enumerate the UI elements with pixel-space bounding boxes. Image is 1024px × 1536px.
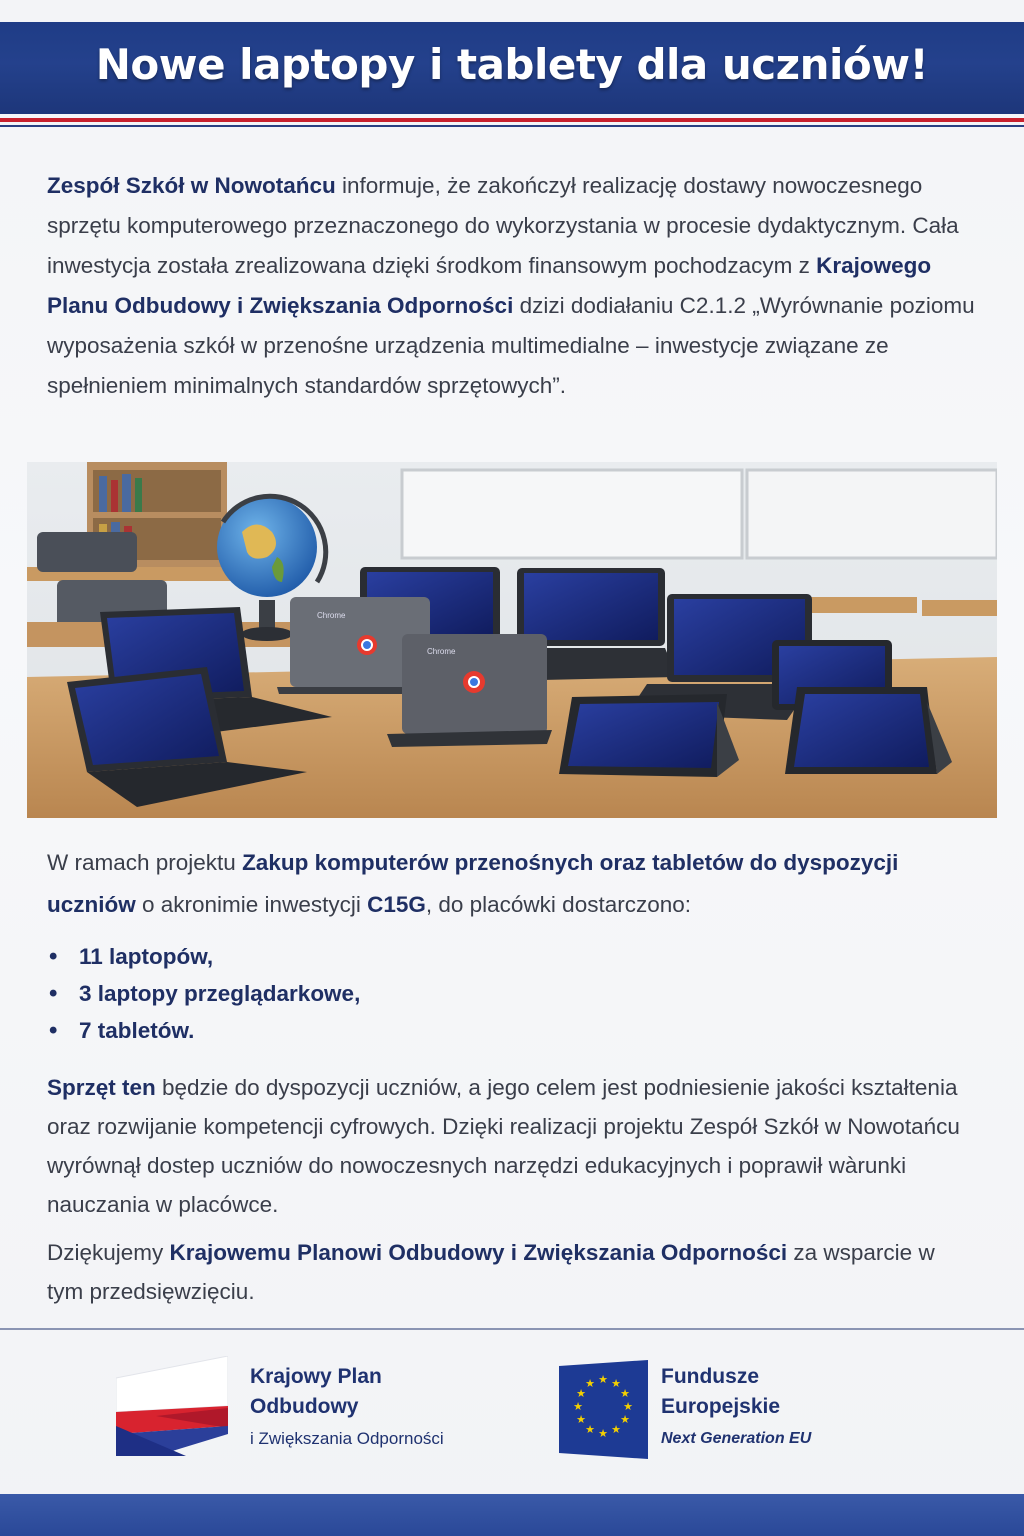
fe-line-1: Fundusze bbox=[661, 1365, 759, 1388]
svg-text:★: ★ bbox=[585, 1423, 595, 1436]
list-item: • 3 laptopy przeglądarkowe, bbox=[47, 975, 360, 1012]
kpo-line-3: i Zwiększania Odporności bbox=[250, 1429, 444, 1448]
svg-text:★: ★ bbox=[623, 1400, 633, 1413]
footer-divider bbox=[0, 1328, 1024, 1330]
svg-text:★: ★ bbox=[573, 1400, 583, 1413]
kpo-logo-text bbox=[250, 1362, 444, 1456]
intro-paragraph bbox=[47, 166, 977, 406]
svg-text:★: ★ bbox=[576, 1413, 586, 1426]
purpose-paragraph bbox=[47, 1068, 977, 1224]
project-name: Zakup komputerów przenośnych oraz tabletów do dyspozycji uczniów bbox=[47, 850, 899, 917]
header-blue-stripe bbox=[0, 125, 1024, 127]
svg-text:★: ★ bbox=[620, 1387, 630, 1400]
thanks-text-1: Dziękujemy bbox=[47, 1240, 170, 1265]
project-text-1: W ramach projektu bbox=[47, 850, 243, 875]
header-red-stripe bbox=[0, 118, 1024, 122]
project-acronym: C15G bbox=[367, 892, 426, 917]
chromebook bbox=[387, 634, 552, 747]
svg-text:★: ★ bbox=[576, 1387, 586, 1400]
thanks-plan-name: Krajowemu Planowi Odbudowy i Zwiększania Odporności bbox=[169, 1240, 788, 1265]
intro-text-2: dzizi dodiałaniu C2.1.2 „Wyrównanie poziomu wyposażenia szkół w przenośne urządzenia multimedialne – inwestycje związane ze spełnieniem minimalnych standardów sprzętowych”. bbox=[47, 293, 975, 398]
devices-photo bbox=[27, 462, 997, 818]
intro-text-1: informuje, że zakończył realizację dostawy nowoczesnego sprzętu komputerowego przeznaczonego do wykorzystania w procesie dydaktycznym. Cała inwestycja została zrealizowana dzięki środkom finansowym pochodzacym z bbox=[47, 173, 959, 278]
svg-text:★: ★ bbox=[611, 1377, 621, 1390]
svg-text:★: ★ bbox=[620, 1413, 630, 1426]
thanks-paragraph bbox=[47, 1233, 977, 1311]
thanks-text-2: za wsparcie w tym przedsięwzięciu. bbox=[47, 1240, 935, 1304]
svg-text:★: ★ bbox=[598, 1373, 608, 1386]
purpose-lead: Sprzęt ten bbox=[47, 1075, 156, 1100]
footer-bar bbox=[0, 1494, 1024, 1536]
tablet bbox=[559, 694, 739, 777]
fe-line-2: Europejskie bbox=[661, 1395, 781, 1418]
chrome-label: Chrome bbox=[427, 647, 456, 656]
list-item: • 7 tabletów. bbox=[47, 1012, 360, 1049]
svg-text:★: ★ bbox=[598, 1427, 608, 1440]
project-text-2: o akronimie inwestycji bbox=[135, 892, 368, 917]
purpose-text: będzie do dyspozycji uczniów, a jego celem jest podniesienie jakości kształtenia oraz rozwijanie kompetencji cyfrowych. Dzięki realizacji projektu Zespół Szkół w Nowotańcu wyrównął dostep uczniów do nowoczesnych narzędzi edukacyjnych i poprawił wàrunki nauczania w placówce. bbox=[47, 1075, 960, 1217]
chrome-label: Chrome bbox=[317, 611, 346, 620]
fe-line-3: Next Generation EU bbox=[661, 1430, 812, 1447]
svg-text:★: ★ bbox=[611, 1423, 621, 1436]
page-title: Nowe laptopy i tablety dla uczniów! bbox=[95, 40, 929, 89]
svg-text:★: ★ bbox=[585, 1377, 595, 1390]
eu-flag-logo bbox=[559, 1360, 648, 1459]
kpo-line-2: Odbudowy bbox=[250, 1395, 359, 1418]
delivered-items-list bbox=[47, 938, 360, 1049]
plan-name: Krajowego Planu Odbudowy i Zwiększania Odporności bbox=[47, 253, 932, 318]
project-paragraph bbox=[47, 842, 977, 926]
kpo-flag-logo bbox=[116, 1356, 228, 1456]
project-text-3: , do placówki dostarczono: bbox=[425, 892, 692, 917]
school-name: Zespół Szkół w Nowotańcu bbox=[47, 173, 336, 198]
tablet bbox=[785, 687, 952, 774]
kpo-line-1: Krajowy Plan bbox=[250, 1365, 382, 1388]
eu-logo-text bbox=[661, 1362, 811, 1456]
list-item: • 11 laptopów, bbox=[47, 938, 360, 975]
